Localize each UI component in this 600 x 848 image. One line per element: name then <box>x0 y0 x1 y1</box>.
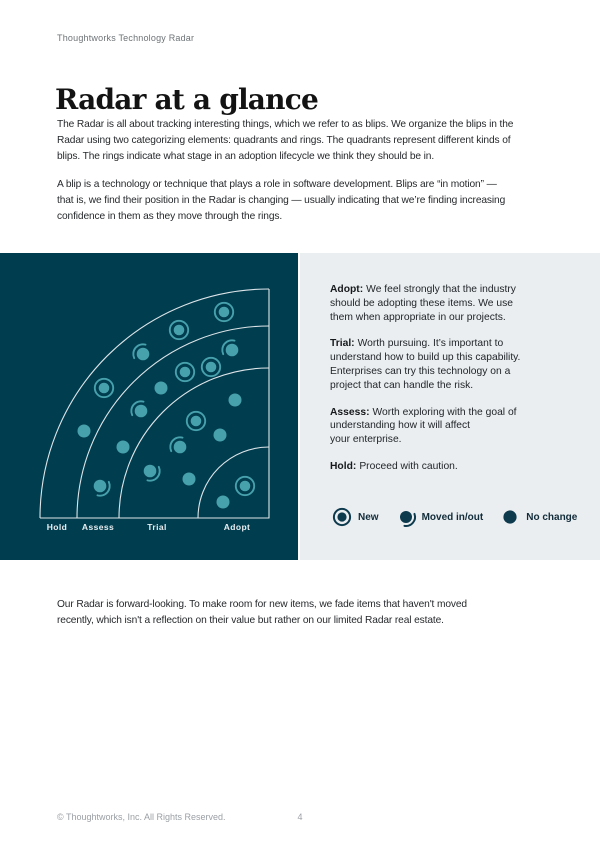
moved-in-out-blip-icon <box>394 506 418 528</box>
definition-term: Assess: <box>330 406 370 418</box>
text-line <box>330 338 503 349</box>
text-line: blips. The rings indicate what stage in an adoption lifecycle we think they should be in. <box>57 150 435 162</box>
blip-nochange <box>155 382 168 395</box>
legend-icon-shape <box>400 511 415 526</box>
page-number: 4 <box>297 812 303 822</box>
new-blip-icon <box>330 506 354 528</box>
blip-moved <box>94 480 110 496</box>
radar-diagram-panel <box>0 253 298 560</box>
definition-hold <box>330 460 572 474</box>
blip-new <box>215 303 233 321</box>
definition-assess <box>330 406 572 447</box>
blip-new <box>202 358 220 376</box>
definition-term: Hold: <box>330 460 357 472</box>
blip-moved <box>144 465 160 481</box>
blip-new <box>176 363 194 381</box>
legend-label: Moved in/out <box>421 511 484 523</box>
legend-icon-shape <box>334 509 350 525</box>
legend-label: No change <box>526 511 578 523</box>
blip-nochange <box>183 473 196 486</box>
blip-moved <box>170 437 186 453</box>
text-line: should be adopting these items. We use <box>330 297 513 309</box>
radar-svg <box>0 253 298 560</box>
text-line <box>330 407 517 418</box>
legend-item-new <box>330 506 379 528</box>
intro-paragraph-1 <box>57 117 513 164</box>
text-line: understanding how it will affect <box>330 420 471 432</box>
blip-moved <box>222 340 238 356</box>
blip-moved <box>131 401 147 417</box>
text-line: A blip is a technology or technique that plays a role in software development. Blips are “in motion” — <box>57 179 497 190</box>
definition-term: Trial: <box>330 338 355 350</box>
no-change-blip-icon <box>498 506 522 528</box>
blip-nochange <box>214 429 227 442</box>
blip-nochange <box>117 441 130 454</box>
page-title: Radar at a glance <box>55 82 318 116</box>
blip-new <box>187 412 205 430</box>
legend-icon-shape <box>504 510 517 523</box>
ring-label-assess: Assess <box>81 522 115 532</box>
text-line: Proceed with caution. <box>359 460 458 472</box>
blip-nochange <box>78 425 91 438</box>
text-line: recently, which isn't a reflection on their value but rather on our limited Radar real estate. <box>57 614 444 626</box>
text-line: project that can handle the risk. <box>330 379 474 391</box>
blip-moved <box>133 344 149 360</box>
ring-label-adopt: Adopt <box>223 522 251 532</box>
blip-new <box>95 379 113 397</box>
legend-item-no-change <box>498 506 577 528</box>
blip-layer <box>78 303 255 509</box>
text-line: Our Radar is forward-looking. To make room for new items, we fade items that haven't moved <box>57 599 467 610</box>
definition-trial <box>330 337 572 392</box>
text-line: Worth pursuing. It’s important to <box>357 338 504 350</box>
ring-definitions-panel <box>300 253 600 560</box>
legend-label: New <box>358 511 379 523</box>
text-line: your enterprise. <box>330 434 402 446</box>
ring-label-hold: Hold <box>46 522 68 532</box>
text-line: The Radar is all about tracking interesting things, which we refer to as blips. We organize the blips in the <box>57 119 514 130</box>
document-header: Thoughtworks Technology Radar <box>57 33 195 43</box>
blip-legend <box>330 506 577 528</box>
text-line <box>330 284 516 295</box>
radar-figure <box>0 253 600 560</box>
definition-adopt <box>330 283 572 324</box>
text-line: Radar using two categorizing elements: quadrants and rings. The quadrants represent different kinds of <box>57 134 511 146</box>
blip-new <box>236 477 254 495</box>
outro-paragraph <box>57 597 467 629</box>
text-line: Worth exploring with the goal of <box>372 406 517 418</box>
text-line: Enterprises can try this technology on a <box>330 365 511 377</box>
text-line: We feel strongly that the industry <box>366 284 516 295</box>
legend-item-moved <box>394 506 484 528</box>
copyright-text: © Thoughtworks, Inc. All Rights Reserved. <box>57 812 226 822</box>
ring-label-trial: Trial <box>147 522 167 532</box>
text-line <box>330 461 458 472</box>
text-line: them when appropriate in our projects. <box>330 311 506 323</box>
blip-new <box>170 321 188 339</box>
blip-nochange <box>229 394 242 407</box>
text-line: confidence in them as they move through the rings. <box>57 210 283 222</box>
intro-paragraph-2 <box>57 177 505 224</box>
definition-term: Adopt: <box>330 284 364 295</box>
text-line: that is, we find their position in the Radar is changing — usually indicating that we’re finding increasing <box>57 194 506 206</box>
text-line: understand how to build up this capability. <box>330 352 521 364</box>
blip-nochange <box>217 496 230 509</box>
